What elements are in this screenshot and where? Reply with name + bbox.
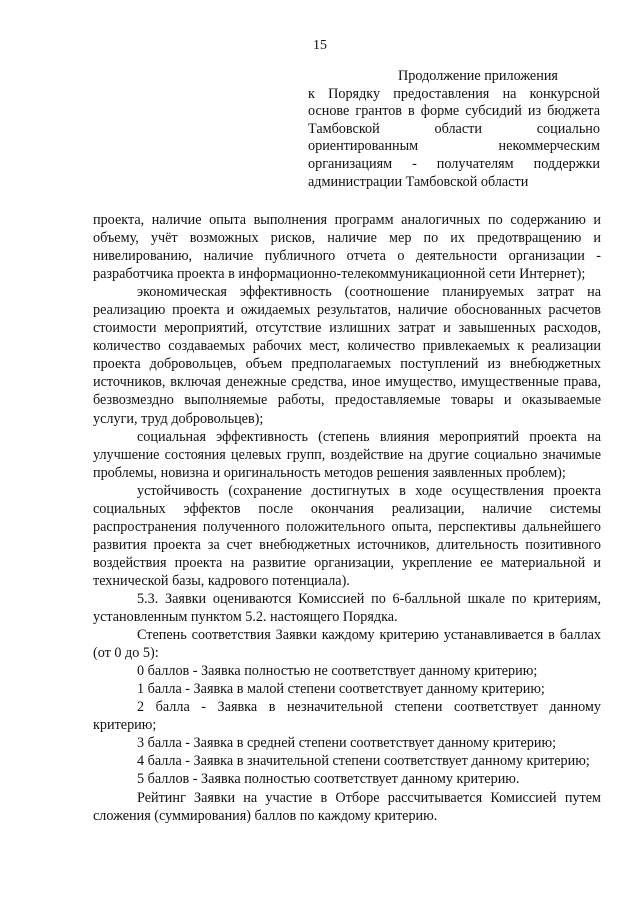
paragraph-rating-calculation: Рейтинг Заявки на участие в Отборе рассчитывается Комиссией путем сложения (суммирования) баллов по каждому критерию. — [93, 789, 601, 824]
score-item-5: 5 баллов - Заявка полностью соответствует данному критерию. — [137, 771, 520, 788]
score-item-3: 3 балла - Заявка в средней степени соответствует данному критерию; — [137, 735, 557, 752]
document-body — [93, 211, 601, 825]
paragraph-economic-efficiency: экономическая эффективность (соотношение планируемых затрат на реализацию проекта и ожидаемых результатов, наличие обоснованных расчетов стоимости мероприятий, отсутствие излишних затрат и завышенных расходов, количество создаваемых рабочих мест, количество привлекаемых к реализации проекта добровольцев, объем предполагаемых поступлений из внебюджетных источников, включая денежные средства, иное имущество, имущественные права, безвозмездно выполняемые работы, предоставляемые товары и оказываемые услуги, труд добровольцев); — [93, 284, 601, 427]
paragraph-project-experience: проекта, наличие опыта выполнения программ аналогичных по содержанию и объему, учёт возможных рисков, наличие мер по их предотвращению и нивелированию, наличие публичного отчета о деятельности организации - разработчика проекта в информационно-телекоммуникационной сети Интернет); — [93, 212, 601, 283]
score-item-4: 4 балла - Заявка в значительной степени соответствует данному критерию; — [137, 753, 590, 770]
paragraph-sustainability: устойчивость (сохранение достигнутых в ходе осуществления проекта социальных эффектов после окончания реализации, наличие системы распространения полученного положительного опыта, перспективы дальнейшего развития проекта за счет внебюджетных источников, длительность позитивного воздействия проекта на развитие организации, укрепление ее материальной и технической базы, кадрового потенциала). — [93, 482, 601, 589]
paragraph-social-efficiency: социальная эффективность (степень влияния мероприятий проекта на улучшение состояния целевых групп, воздействие на другие социально значимые проблемы, новизна и оригинальность методов решения заявленных проблем); — [93, 428, 601, 481]
page-number: 15 — [313, 38, 327, 53]
score-item-0: 0 баллов - Заявка полностью не соответствует данному критерию; — [137, 663, 538, 680]
score-item-1: 1 балла - Заявка в малой степени соответствует данному критерию; — [137, 681, 545, 698]
appendix-header — [308, 68, 600, 191]
paragraph-clause-5-3: 5.3. Заявки оцениваются Комиссией по 6-балльной шкале по критериям, установленным пунктом 5.2. настоящего Порядка. — [93, 590, 601, 626]
paragraph-score-range: Степень соответствия Заявки каждому критерию устанавливается в баллах (от 0 до 5): — [93, 627, 601, 662]
appendix-reference: к Порядку предоставления на конкурсной основе грантов в форме субсидий из бюджета Тамбовской области социально ориентированным некоммерческим организациям - получателям поддержки администрации Тамбовской области — [308, 85, 600, 190]
appendix-continuation: Продолжение приложения — [398, 68, 558, 84]
score-item-2: 2 балла - Заявка в незначительной степени соответствует данному критерию; — [93, 699, 601, 734]
